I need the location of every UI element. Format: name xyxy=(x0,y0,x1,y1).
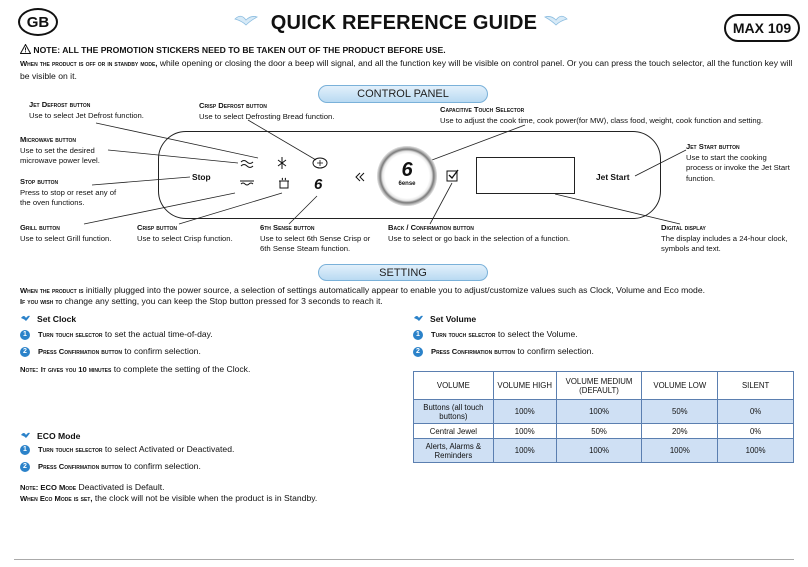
bird-bullet-icon xyxy=(20,314,31,323)
table-cell: 20% xyxy=(642,424,718,439)
set-volume-heading: Set Volume xyxy=(413,313,476,325)
eco-note-2: When Eco Mode is set, the clock will not be visible when the product is in Standby. xyxy=(20,493,318,503)
table-header-cell: VOLUME xyxy=(414,372,494,400)
region-badge: GB xyxy=(18,8,58,36)
table-cell: 100% xyxy=(493,400,556,424)
eco-step-2: 2 Press Confirmation button to confirm selection. xyxy=(20,460,201,473)
volume-step-2: 2 Press Confirmation button to confirm selection. xyxy=(413,345,594,358)
callout-stop: Stop button Press to stop or reset any of the oven functions. xyxy=(20,177,117,207)
table-cell: 100% xyxy=(493,424,556,439)
table-header-cell: VOLUME HIGH xyxy=(493,372,556,400)
set-clock-heading: Set Clock xyxy=(20,313,76,325)
step-number-badge: 1 xyxy=(20,330,30,340)
table-cell: 50% xyxy=(642,400,718,424)
stop-button[interactable]: Stop xyxy=(192,172,211,182)
table-row xyxy=(414,424,794,439)
setting-heading: SETTING xyxy=(318,264,488,281)
callout-jet-defrost: Jet Defrost button Use to select Jet Defrost function. xyxy=(29,100,144,120)
table-header-cell: VOLUME MEDIUM (DEFAULT) xyxy=(556,372,642,400)
confirm-check-icon[interactable] xyxy=(446,169,459,182)
callout-microwave: Microwave button Use to set the desired microwave power level. xyxy=(20,135,100,165)
callout-crisp: Crisp button Use to select Crisp function. xyxy=(137,223,233,243)
setting-intro: When the product is initially plugged into the power source, a selection of settings automatically appear to enable you to adjust/customize values such as Clock, Volume and Eco mode. xyxy=(20,285,705,295)
table-cell: 100% xyxy=(642,439,718,463)
table-cell: Central Jewel xyxy=(414,424,494,439)
bird-bullet-icon xyxy=(413,314,424,323)
step-number-badge: 2 xyxy=(20,462,30,472)
jet-start-button[interactable]: Jet Start xyxy=(596,172,630,182)
table-header-row xyxy=(414,372,794,400)
table-cell: 0% xyxy=(718,424,794,439)
table-header-cell: SILENT xyxy=(718,372,794,400)
callout-back-confirmation: Back / Confirmation button Use to select or go back in the selection of a function. xyxy=(388,223,571,243)
table-cell: Buttons (all touch buttons) xyxy=(414,400,494,424)
table-cell: 100% xyxy=(493,439,556,463)
callout-jet-start: Jet Start button Use to start the cooking process or invoke the Jet Start function. xyxy=(686,142,790,183)
bird-bullet-icon xyxy=(20,431,31,440)
table-cell: 100% xyxy=(556,439,642,463)
page-title: QUICK REFERENCE GUIDE xyxy=(270,12,538,34)
setting-intro-2: If you wish to change any setting, you can keep the Stop button pressed for 3 seconds to reach it. xyxy=(20,296,383,306)
callout-digital-display: Digital display The display includes a 24-hour clock, symbols and text. xyxy=(661,223,788,253)
table-cell: 100% xyxy=(556,400,642,424)
sixth-sense-button[interactable]: 6 xyxy=(314,176,323,193)
volume-table xyxy=(413,371,794,463)
callout-sixth-sense: 6th Sense button Use to select 6th Sense Crisp or 6th Sense Steam function. xyxy=(260,223,371,253)
table-row xyxy=(414,439,794,463)
table-cell: 50% xyxy=(556,424,642,439)
table-header-cell: VOLUME LOW xyxy=(642,372,718,400)
eco-mode-heading: ECO Mode xyxy=(20,430,80,442)
table-row xyxy=(414,400,794,424)
capacitive-touch-selector[interactable]: 6 6ense xyxy=(377,146,437,206)
microwave-icon[interactable] xyxy=(240,159,254,169)
clock-step-1: 1 Turn touch selector to set the actual time-of-day. xyxy=(20,328,213,341)
jet-defrost-icon[interactable] xyxy=(277,157,287,169)
warning-note: NOTE: ALL THE PROMOTION STICKERS NEED TO BE TAKEN OUT OF THE PRODUCT BEFORE USE. xyxy=(20,44,446,55)
callout-capacitive-selector: Capacitive Touch Selector Use to adjust the cook time, cook power(for MW), class food, weight, cook function and setting. xyxy=(440,105,764,125)
callout-crisp-defrost: Crisp Defrost button Use to select Defrosting Bread function. xyxy=(199,101,335,121)
step-number-badge: 2 xyxy=(413,347,423,357)
digital-display xyxy=(476,157,575,194)
model-badge: MAX 109 xyxy=(724,14,800,42)
eco-step-1: 1 Turn touch selector to select Activated or Deactivated. xyxy=(20,443,234,456)
table-cell: 100% xyxy=(718,439,794,463)
table-cell: 0% xyxy=(718,400,794,424)
clock-step-2: 2 Press Confirmation button to confirm selection. xyxy=(20,345,201,358)
control-panel-heading: CONTROL PANEL xyxy=(318,85,488,103)
volume-step-1: 1 Turn touch selector to select the Volume. xyxy=(413,328,578,341)
bottom-divider xyxy=(14,559,794,560)
callout-grill: Grill button Use to select Grill function. xyxy=(20,223,112,243)
crisp-icon[interactable] xyxy=(278,177,290,190)
step-number-badge: 1 xyxy=(20,445,30,455)
step-number-badge: 1 xyxy=(413,330,423,340)
eco-note-1: Note: ECO Mode Deactivated is Default. xyxy=(20,482,165,492)
clock-note: Note: It gives you 10 minutes to complete the setting of the Clock. xyxy=(20,364,251,374)
back-icon[interactable] xyxy=(354,171,366,183)
step-number-badge: 2 xyxy=(20,347,30,357)
intro-paragraph: When the product is off or in standby mode, while opening or closing the door a beep will signal, and all the function key will be visible on control panel. Or you can press the touch selector, all the function key will be visible on it. xyxy=(20,58,793,81)
grill-icon[interactable] xyxy=(239,180,255,186)
crisp-defrost-icon[interactable] xyxy=(312,157,328,169)
table-cell: Alerts, Alarms & Reminders xyxy=(414,439,494,463)
